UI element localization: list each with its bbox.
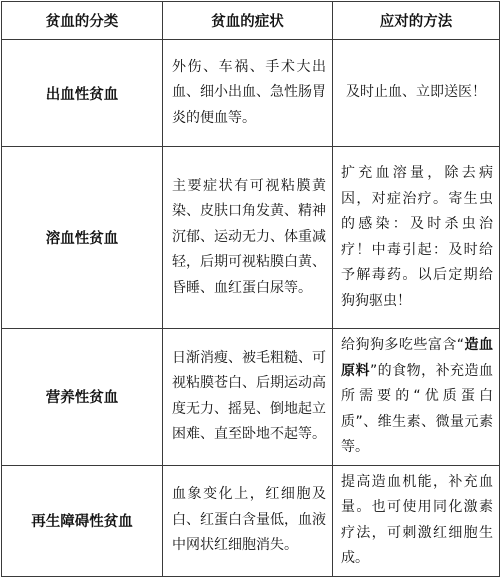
table-row: [2, 329, 500, 466]
treatment-cell: 扩充血溶量，除去病因，对症治疗。寄生虫的感染：及时杀虫治疗！中毒引起：及时给予解毒药。以后定期给狗狗驱虫！: [333, 147, 500, 329]
header-row: [2, 2, 500, 40]
symptoms-cell: 血象变化上，红细胞及白、红蛋白含量低，血液中网状红细胞消失。: [163, 465, 333, 576]
category-cell: 营养性贫血: [2, 329, 163, 466]
treatment-cell: 及时止血、立即送医！: [333, 40, 500, 147]
header-category: 贫血的分类: [2, 2, 163, 40]
table-row: [2, 147, 500, 329]
category-cell: 溶血性贫血: [2, 147, 163, 329]
treatment-text-bold: 造血原料: [341, 337, 493, 379]
table-row: [2, 40, 500, 147]
treatment-text-post: ”的食物，补充造血所需要的“优质蛋白质”、维生素、微量元素等。: [341, 362, 493, 455]
treatment-cell: [333, 329, 500, 466]
symptoms-cell: 主要症状有可视粘膜黄染、皮肤口角发黄、精神沉郁、运动无力、体重减轻，后期可视粘膜白黄、昏睡、血红蛋白尿等。: [163, 147, 333, 329]
symptoms-cell: 外伤、车祸、手术大出血、细小出血、急性肠胃炎的便血等。: [163, 40, 333, 147]
table-row: [2, 465, 500, 576]
category-cell: 再生障碍性贫血: [2, 465, 163, 576]
treatment-text-pre: 给狗狗多吃些富含“: [341, 337, 465, 353]
header-treatment: 应对的方法: [333, 2, 500, 40]
treatment-cell: 提高造血机能，补充血量。也可使用同化激素疗法，可刺激红细胞生成。: [333, 465, 500, 576]
anemia-table: [1, 1, 500, 577]
symptoms-cell: 日渐消瘦、被毛粗糙、可视粘膜苍白、后期运动高度无力、摇晃、倒地起立困难、直至卧地不起等。: [163, 329, 333, 466]
category-cell: 出血性贫血: [2, 40, 163, 147]
header-symptoms: 贫血的症状: [163, 2, 333, 40]
